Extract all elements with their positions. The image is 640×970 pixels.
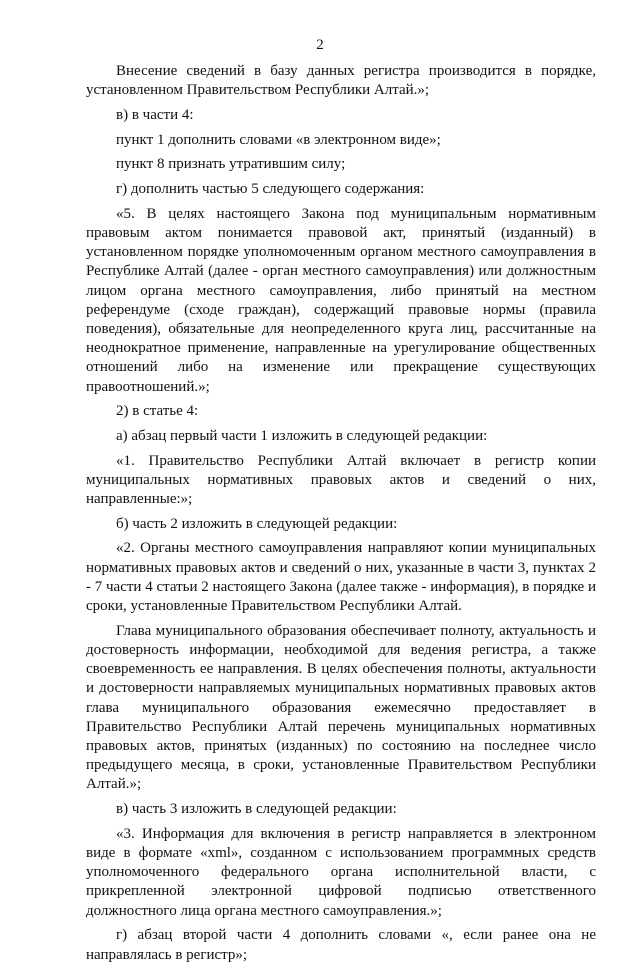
document-body: [86, 62, 596, 970]
paragraph: б) часть 2 изложить в следующей редакции:: [116, 515, 398, 532]
paragraph: г) дополнить частью 5 следующего содержания:: [116, 181, 425, 198]
paragraph: «1. Правительство Республики Алтай включает в регистр копии муниципальных нормативных правовых актов и сведений о них, направленные:»;: [86, 452, 596, 508]
page-number: 2: [316, 37, 324, 53]
paragraph: в) часть 3 изложить в следующей редакции:: [116, 801, 397, 818]
paragraph: 2) в статье 4:: [116, 403, 199, 420]
paragraph: пункт 8 признать утратившим силу;: [116, 156, 346, 173]
paragraph: «2. Органы местного самоуправления направляют копии муниципальных нормативных правовых актов и сведений о них, указанные в части 3, пунктах 2 - 7 части 4 статьи 2 настоящего Закона (далее также - информация), в порядке и сроки, установленные Правительством Республики Алтай.: [86, 540, 596, 615]
paragraph: а) абзац первый части 1 изложить в следующей редакции:: [116, 427, 488, 444]
paragraph: в) в части 4:: [116, 106, 194, 123]
paragraph: пункт 1 дополнить словами «в электронном виде»;: [116, 131, 441, 148]
paragraph: «5. В целях настоящего Закона под муниципальным нормативным правовым актом понимается правовой акт, принятый (изданный) в установленном порядке уполномоченным органом местного самоуправления в Республике Алтай (далее - орган местного самоуправления) или должностным лицом органа местного самоуправления, либо принятый на местном референдуме (сходе граждан), содержащий правовые нормы (правила поведения), обязательные для неопределенного круга лиц, рассчитанные на неоднократное применение, направленные на урегулирование общественных отношений либо на изменение или прекращение существующих правоотношений.»;: [86, 205, 596, 395]
paragraph: г) абзац второй части 4 дополнить словами «, если ранее она не направлялась в регистр»;: [86, 927, 596, 963]
paragraph: Глава муниципального образования обеспечивает полноту, актуальность и достоверность информации, необходимой для ведения регистра, а также своевременность ее направления. В целях обеспечения полноты, актуальности и достоверности направляемых муниципальных нормативных правовых актов глава муниципального образования ежемесячно предоставляет в Правительство Республики Алтай перечень муниципальных нормативных правовых актов, принятых (изданных) по состоянию на последнее число предыдущего месяца, в сроки, установленные Правительством Республики Алтай.»;: [86, 622, 596, 793]
paragraph: «3. Информация для включения в регистр направляется в электронном виде в формате «xml», созданном с использованием программных средств уполномоченного федерального органа исполнительной власти, с прикрепленной электронной цифровой подписью ответственного должностного лица органа местного самоуправления.»;: [86, 825, 596, 919]
paragraph: Внесение сведений в базу данных регистра производится в порядке, установленном Правительством Республики Алтай.»;: [86, 63, 596, 99]
